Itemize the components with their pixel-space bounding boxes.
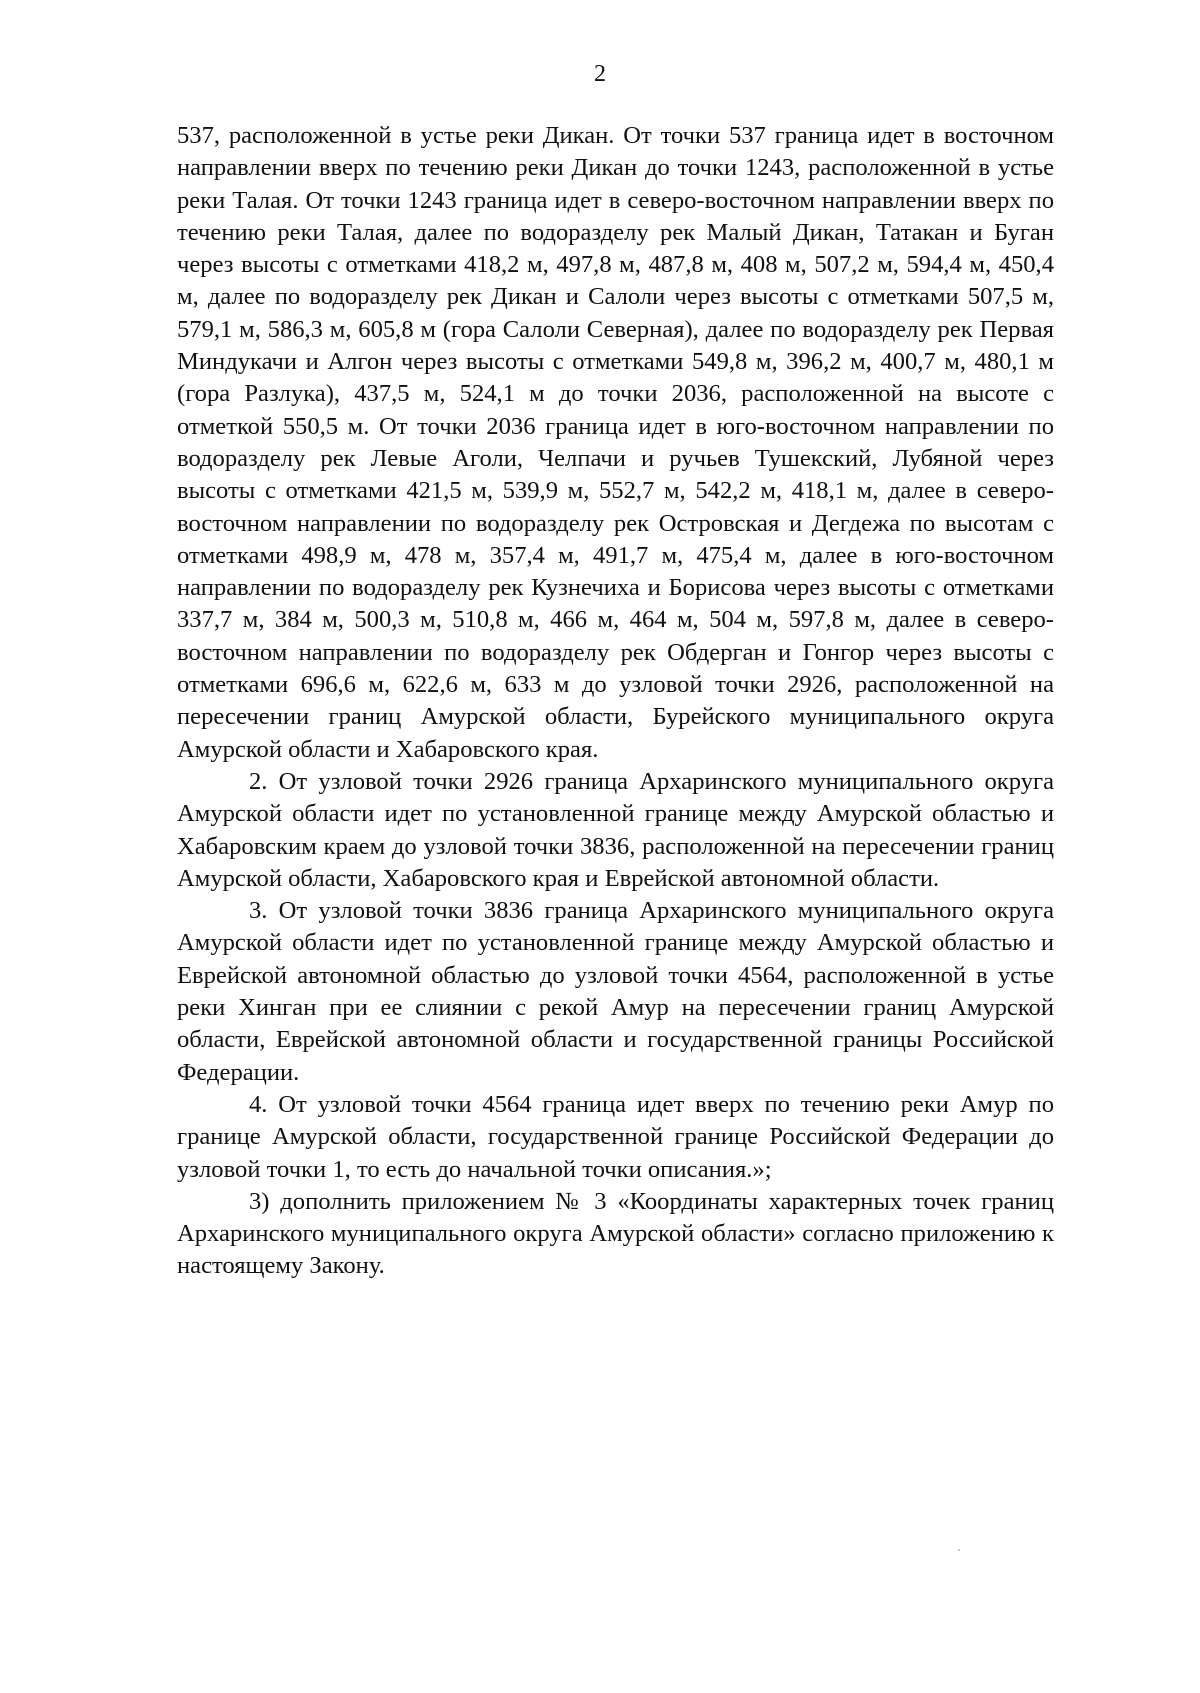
paragraph-amendment-3: 3) дополнить приложением № 3 «Координаты характерных точек границ Архаринского муниципального округа Амурской области» согласно приложению к настоящему Закону. <box>177 1187 1054 1280</box>
paragraph-item-3: 3. От узловой точки 3836 граница Архаринского муниципального округа Амурской области идет по установленной границе между Амурской областью и Еврейской автономной областью до узловой точки 4564, расположенной в устье реки Хинган при ее слиянии с рекой Амур на пересечении границ Амурской области, Еврейской автономной области и государственной границы Российской Федерации. <box>177 897 1054 1086</box>
page-number: 2 <box>594 61 606 87</box>
document-body <box>177 120 1054 1283</box>
paragraph-item-4: 4. От узловой точки 4564 граница идет вверх по течению реки Амур по границе Амурской области, государственной границе Российской Федерации до узловой точки 1, то есть до начальной точки описания.»; <box>177 1090 1054 1183</box>
paragraph-item-2: 2. От узловой точки 2926 граница Архаринского муниципального округа Амурской области идет по установленной границе между Амурской областью и Хабаровским краем до узловой точки 3836, расположенной на пересечении границ Амурской области, Хабаровского края и Еврейской автономной области. <box>177 767 1054 892</box>
scan-speck <box>958 1549 960 1551</box>
paragraph-boundary-description: 537, расположенной в устье реки Дикан. От точки 537 граница идет в восточном направлении вверх по течению реки Дикан до точки 1243, расположенной в устье реки Талая. От точки 1243 граница идет в северо-восточном направлении вверх по течению реки Талая, далее по водоразделу рек Малый Дикан, Татакан и Буган через высоты с отметками 418,2 м, 497,8 м, 487,8 м, 408 м, 507,2 м, 594,4 м, 450,4 м, далее по водоразделу рек Дикан и Салоли через высоты с отметками 507,5 м, 579,1 м, 586,3 м, 605,8 м (гора Салоли Северная), далее по водоразделу рек Первая Миндукачи и Алгон через высоты с отметками 549,8 м, 396,2 м, 400,7 м, 480,1 м (гора Разлука), 437,5 м, 524,1 м до точки 2036, расположенной на высоте с отметкой 550,5 м. От точки 2036 граница идет в юго-восточном направлении по водоразделу рек Левые Аголи, Челпачи и ручьев Тушекский, Лубяной через высоты с отметками 421,5 м, 539,9 м, 552,7 м, 542,2 м, 418,1 м, далее в северо-восточном направлении по водоразделу рек Островская и Дегдежа по высотам с отметками 498,9 м, 478 м, 357,4 м, 491,7 м, 475,4 м, далее в юго-восточном направлении по водоразделу рек Кузнечиха и Борисова через высоты с отметками 337,7 м, 384 м, 500,3 м, 510,8 м, 466 м, 464 м, 504 м, 597,8 м, далее в северо-восточном направлении по водоразделу рек Обдерган и Гонгор через высоты с отметками 696,6 м, 622,6 м, 633 м до узловой точки 2926, расположенной на пересечении границ Амурской области, Бурейского муниципального округа Амурской области и Хабаровского края. <box>177 122 1054 763</box>
